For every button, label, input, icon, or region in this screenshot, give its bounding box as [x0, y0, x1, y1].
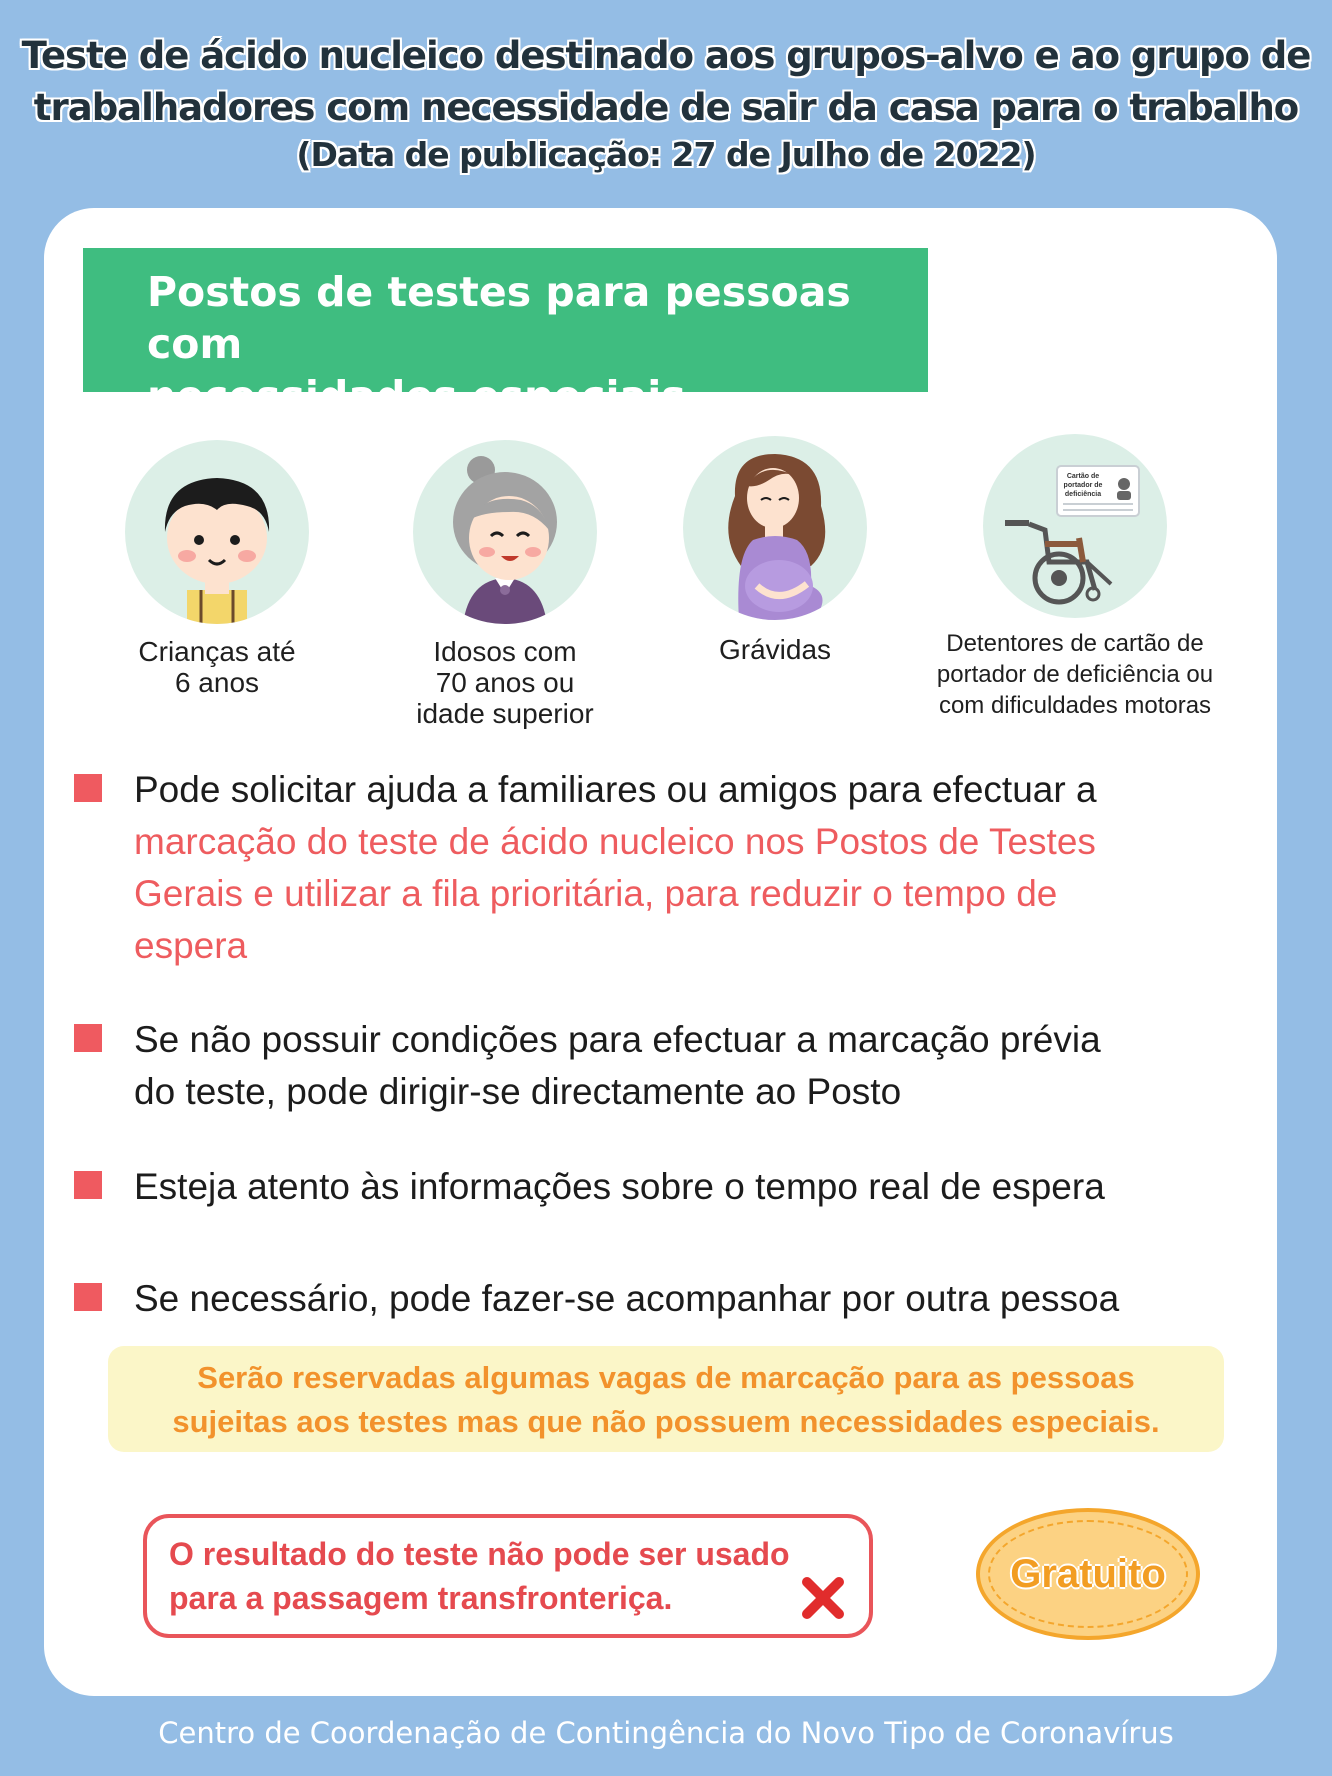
free-badge-label: Gratuito	[1010, 1551, 1166, 1596]
page-title	[0, 30, 1332, 134]
bullet-square-icon	[74, 1283, 102, 1311]
category-elderly	[405, 440, 605, 729]
category-children	[117, 440, 317, 698]
cross-border-warning	[143, 1514, 873, 1638]
category-label: Grávidas	[718, 634, 832, 665]
info-text: Esteja atento às informações sobre o tempo real de espera	[134, 1166, 1105, 1207]
info-text: Pode solicitar ajuda a familiares ou amigos para efectuar a	[134, 769, 1097, 810]
warning-line: para a passagem transfronteriça.	[169, 1580, 673, 1616]
card-text: portador de	[1063, 482, 1103, 489]
info-text: Se necessário, pode fazer-se acompanhar por outra pessoa	[134, 1278, 1120, 1319]
bullet-square-icon	[74, 1171, 102, 1199]
category-label: Detentores de cartão de portador de deficiência ou com dificuldades motoras	[936, 630, 1214, 719]
info-highlight: marcação do teste de ácido nucleico nos Postos de Testes	[134, 821, 1096, 862]
note-line: sujeitas aos testes mas que não possuem necessidades especiais.	[172, 1404, 1160, 1439]
publication-date: (Data de publicação: 27 de Julho de 2022)	[296, 135, 1036, 174]
reservation-note	[108, 1346, 1224, 1452]
warning-line: O resultado do teste não pode ser usado	[169, 1536, 790, 1572]
pregnant-woman-icon	[683, 436, 867, 620]
child-icon	[125, 440, 309, 624]
bullet-square-icon	[74, 1024, 102, 1052]
free-badge	[976, 1508, 1200, 1640]
info-text: do teste, pode dirigir-se directamente ao Posto	[134, 1071, 902, 1112]
category-pregnant	[675, 436, 875, 665]
title-line: trabalhadores com necessidade de sair da casa para o trabalho	[33, 86, 1299, 129]
section-heading-line: necessidades especiais	[147, 372, 686, 420]
category-disability	[905, 434, 1245, 721]
info-highlight: Gerais e utilizar a fila prioritária, para reduzir o tempo de	[134, 873, 1058, 914]
section-heading	[83, 248, 928, 420]
category-label: Crianças até 6 anos	[138, 636, 296, 698]
section-heading-line: Postos de testes para pessoas com	[147, 268, 851, 368]
wheelchair-card-icon	[983, 434, 1167, 618]
elderly-woman-icon	[413, 440, 597, 624]
category-label: Idosos com 70 anos ou idade superior	[416, 636, 594, 729]
card-text: deficiência	[1064, 491, 1102, 498]
footer-organization: Centro de Coordenação de Contingência do Novo Tipo de Coronavírus	[158, 1716, 1174, 1750]
info-text: Se não possuir condições para efectuar a marcação prévia	[134, 1019, 1101, 1060]
note-line: Serão reservadas algumas vagas de marcação para as pessoas	[197, 1360, 1135, 1395]
title-line: Teste de ácido nucleico destinado aos grupos-alvo e ao grupo de	[21, 34, 1311, 77]
bullet-square-icon	[74, 774, 102, 802]
info-highlight: espera	[134, 925, 248, 966]
cross-icon	[799, 1574, 847, 1622]
card-text: Cartão de	[1066, 473, 1100, 480]
